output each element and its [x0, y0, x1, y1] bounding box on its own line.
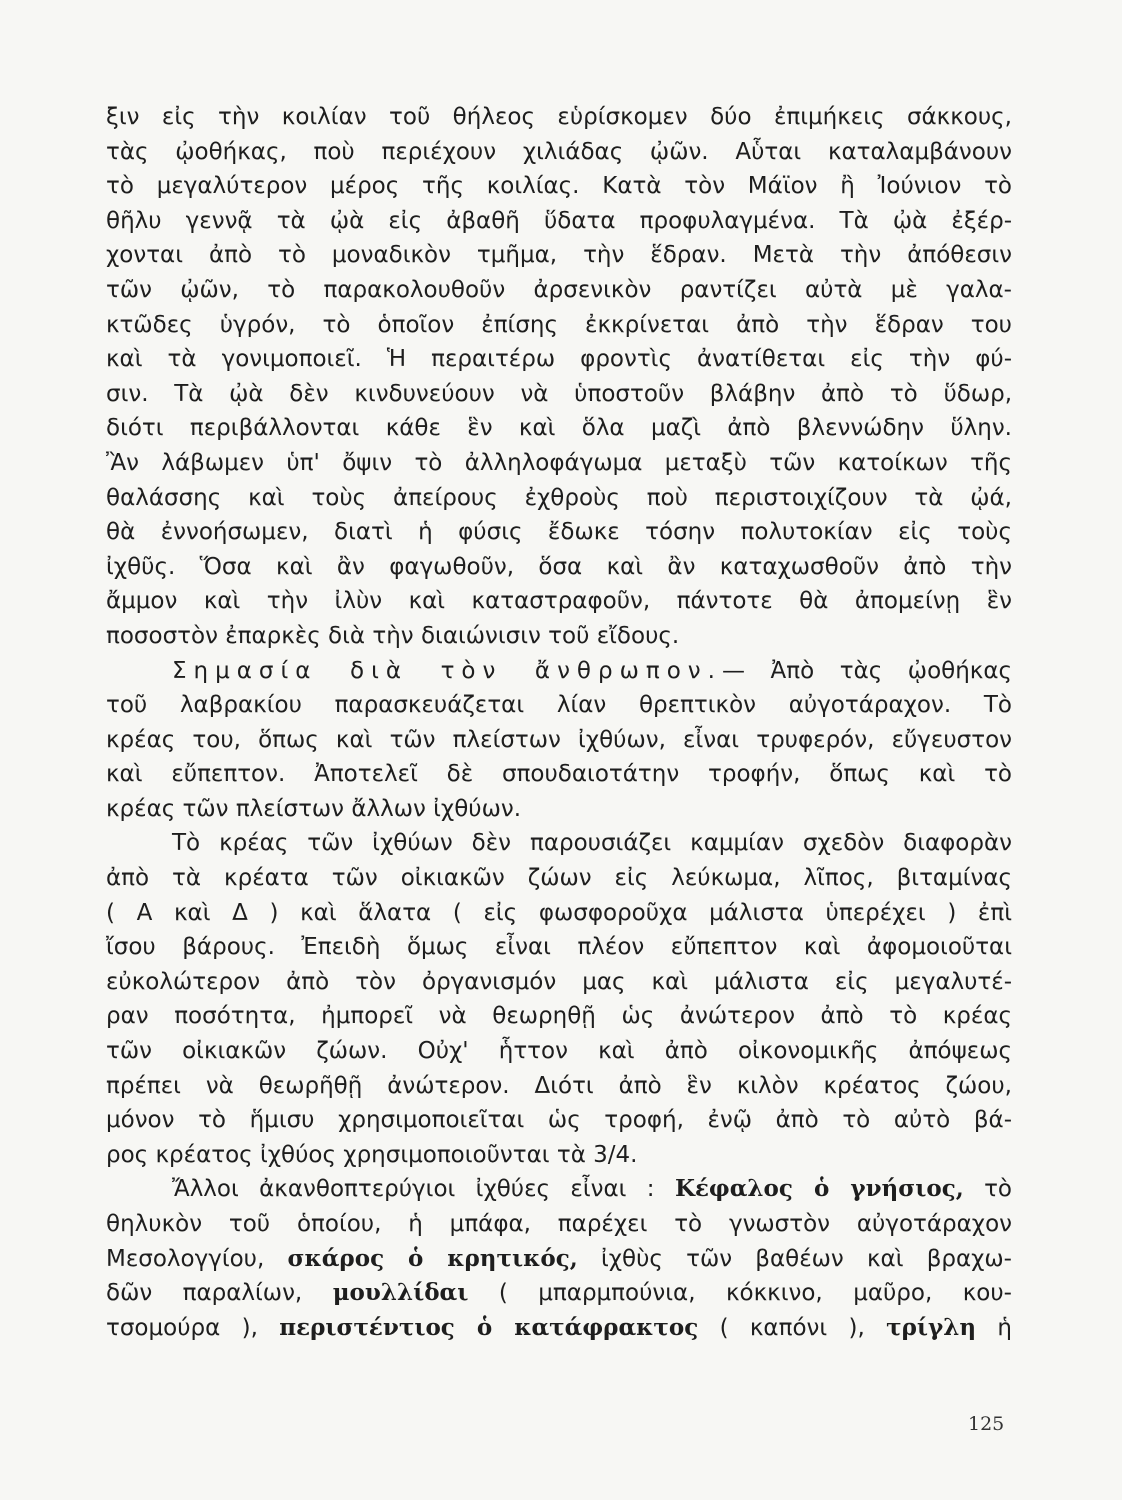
- text-line: θαλάσσης καὶ τοὺς ἀπείρους ἐχθροὺς ποὺ περιστοιχίζουν τὰ ᾠά,: [106, 484, 1012, 511]
- body-text: [106, 100, 1012, 1345]
- text-line: τὰς ᾠοθήκας, ποὺ περιέχουν χιλιάδας ᾠῶν. Αὗται καταλαμβάνουν: [106, 138, 1012, 165]
- text-line: ρος κρέατος ἰχθύος χρησιμοποιοῦνται τὰ 3/4.: [106, 1141, 638, 1168]
- text-line: ραν ποσότητα, ἠμπορεῖ νὰ θεωρηθῇ ὡς ἀνώτερον ἀπὸ τὸ κρέας: [106, 1003, 1012, 1030]
- text-line: τὸ μεγαλύτερον μέρος τῆς κοιλίας. Κατὰ τὸν Μάϊον ἢ Ἰούνιον τὸ: [106, 173, 1012, 200]
- text-line: μόνον τὸ ἥμισυ χρησιμοποιεῖται ὡς τροφή, ἐνῷ ἀπὸ τὸ αὐτὸ βά-: [106, 1107, 1012, 1134]
- text-line: καὶ εὔπεπτον. Ἀποτελεῖ δὲ σπουδαιοτάτην τροφήν, ὅπως καὶ τὸ: [106, 761, 1012, 788]
- text-line: ἰχθῦς. Ὅσα καὶ ἂν φαγωθοῦν, ὅσα καὶ ἂν καταχωσθοῦν ἀπὸ τὴν: [106, 553, 1012, 580]
- text-line: καὶ τὰ γονιμοποιεῖ. Ἡ περαιτέρω φροντὶς ἀνατίθεται εἰς τὴν φύ-: [106, 346, 1012, 373]
- text-line: ( Α καὶ Δ ) καὶ ἅλατα ( εἰς φωσφοροῦχα μάλιστα ὑπερέχει ) ἐπὶ: [106, 899, 1012, 926]
- fish-name-bold: περιστέντιος ὁ κατάφρακτος: [279, 1313, 699, 1341]
- text-line: τῶν οἰκιακῶν ζώων. Οὐχ' ἧττον καὶ ἀπὸ οἰκονομικῆς ἀπόψεως: [106, 1038, 1012, 1065]
- text-span: Ἄλλοι ἀκανθοπτερύγιοι ἰχθύες εἶναι :: [172, 1176, 675, 1203]
- text-line: χονται ἀπὸ τὸ μοναδικὸν τμῆμα, τὴν ἕδραν. Μετὰ τὴν ἀπόθεσιν: [106, 242, 1012, 269]
- section-line: [106, 654, 1012, 689]
- section-heading: Σημασία διὰ τὸν ἄνθρωπον.: [172, 657, 722, 684]
- text-line: κτῶδες ὑγρόν, τὸ ὁποῖον ἐπίσης ἐκκρίνεται ἀπὸ τὴν ἕδραν του: [106, 311, 1012, 338]
- text-span: ( καπόνι ),: [698, 1314, 887, 1341]
- fish-name-bold: σκάρος ὁ κρητικός,: [287, 1244, 578, 1272]
- text-span: Ἀπὸ τὰς ᾠοθήκας: [770, 657, 1012, 684]
- text-line: ἄμμον καὶ τὴν ἰλὺν καὶ καταστραφοῦν, πάντοτε θὰ ἀπομείνῃ ἓν: [106, 588, 1012, 615]
- text-line: [106, 1242, 1012, 1277]
- text-line: θὰ ἐννοήσωμεν, διατὶ ἡ φύσις ἔδωκε τόσην πολυτοκίαν εἰς τοὺς: [106, 519, 1012, 546]
- em-dash: —: [721, 657, 771, 684]
- page-number: 125: [968, 1413, 1005, 1435]
- text-line: ξιν εἰς τὴν κοιλίαν τοῦ θήλεος εὑρίσκομεν δύο ἐπιμήκεις σάκκους,: [106, 104, 1012, 130]
- text-line: διότι περιβάλλονται κάθε ἓν καὶ ὅλα μαζὶ ἀπὸ βλεννώδην ὕλην.: [106, 415, 1012, 442]
- text-line: κρέας τῶν πλείστων ἄλλων ἰχθύων.: [106, 795, 522, 822]
- text-line: [106, 1311, 1012, 1346]
- text-line: τοῦ λαβρακίου παρασκευάζεται λίαν θρεπτικὸν αὐγοτάραχον. Τὸ: [106, 692, 1012, 719]
- text-line: ἀπὸ τὰ κρέατα τῶν οἰκιακῶν ζώων εἰς λεύκωμα, λῖπος, βιταμίνας: [106, 865, 1012, 892]
- text-line: τῶν ᾠῶν, τὸ παρακολουθοῦν ἀρσενικὸν ραντίζει αὐτὰ μὲ γαλα-: [106, 276, 1012, 303]
- text-span: δῶν παραλίων,: [106, 1280, 333, 1307]
- text-line: Ἂν λάβωμεν ὑπ' ὄψιν τὸ ἀλληλοφάγωμα μεταξὺ τῶν κατοίκων τῆς: [106, 449, 1012, 476]
- text-line: ἴσου βάρους. Ἐπειδὴ ὅμως εἶναι πλέον εὔπεπτον καὶ ἀφομοιοῦται: [106, 934, 1012, 961]
- text-line: ποσοστὸν ἐπαρκὲς διὰ τὴν διαιώνισιν τοῦ εἴδους.: [106, 622, 680, 649]
- text-line: εὐκολώτερον ἀπὸ τὸν ὀργανισμόν μας καὶ μάλιστα εἰς μεγαλυτέ-: [106, 968, 1012, 995]
- text-line: Τὸ κρέας τῶν ἰχθύων δὲν παρουσιάζει καμμίαν σχεδὸν διαφορὰν: [172, 830, 1012, 857]
- text-span: ἰχθὺς τῶν βαθέων καὶ βραχω-: [577, 1245, 1012, 1272]
- fish-name-bold: τρίγλη: [886, 1313, 977, 1341]
- fish-name-bold: Κέφαλος ὁ γνήσιος,: [674, 1175, 964, 1203]
- text-line: [106, 1276, 1012, 1311]
- text-span: τσομούρα ),: [106, 1314, 280, 1341]
- text-line: πρέπει νὰ θεωρῆθῇ ἀνώτερον. Διότι ἀπὸ ἓν κιλὸν κρέατος ζώου,: [106, 1072, 1012, 1099]
- text-line: θηλυκὸν τοῦ ὁποίου, ἡ μπάφα, παρέχει τὸ γνωστὸν αὐγοτάραχον: [106, 1211, 1012, 1237]
- text-line: κρέας του, ὅπως καὶ τῶν πλείστων ἰχθύων, εἶναι τρυφερόν, εὔγευστον: [106, 726, 1012, 753]
- text-span: Μεσολογγίου,: [106, 1245, 288, 1272]
- text-span: ( μπαρμπούνια, κόκκινο, μαῦρο, κου-: [468, 1280, 1012, 1307]
- text-span: τὸ: [963, 1176, 1012, 1203]
- text-line: θῆλυ γεννᾷ τὰ ᾠὰ εἰς ἀβαθῆ ὕδατα προφυλαγμένα. Τὰ ᾠὰ ἐξέρ-: [106, 207, 1012, 234]
- text-line: [106, 1172, 1012, 1207]
- text-line: σιν. Τὰ ᾠὰ δὲν κινδυνεύουν νὰ ὑποστοῦν βλάβην ἀπὸ τὸ ὕδωρ,: [106, 380, 1012, 407]
- fish-name-bold: μουλλίδαι: [332, 1279, 469, 1307]
- text-span: ἡ: [976, 1314, 1012, 1341]
